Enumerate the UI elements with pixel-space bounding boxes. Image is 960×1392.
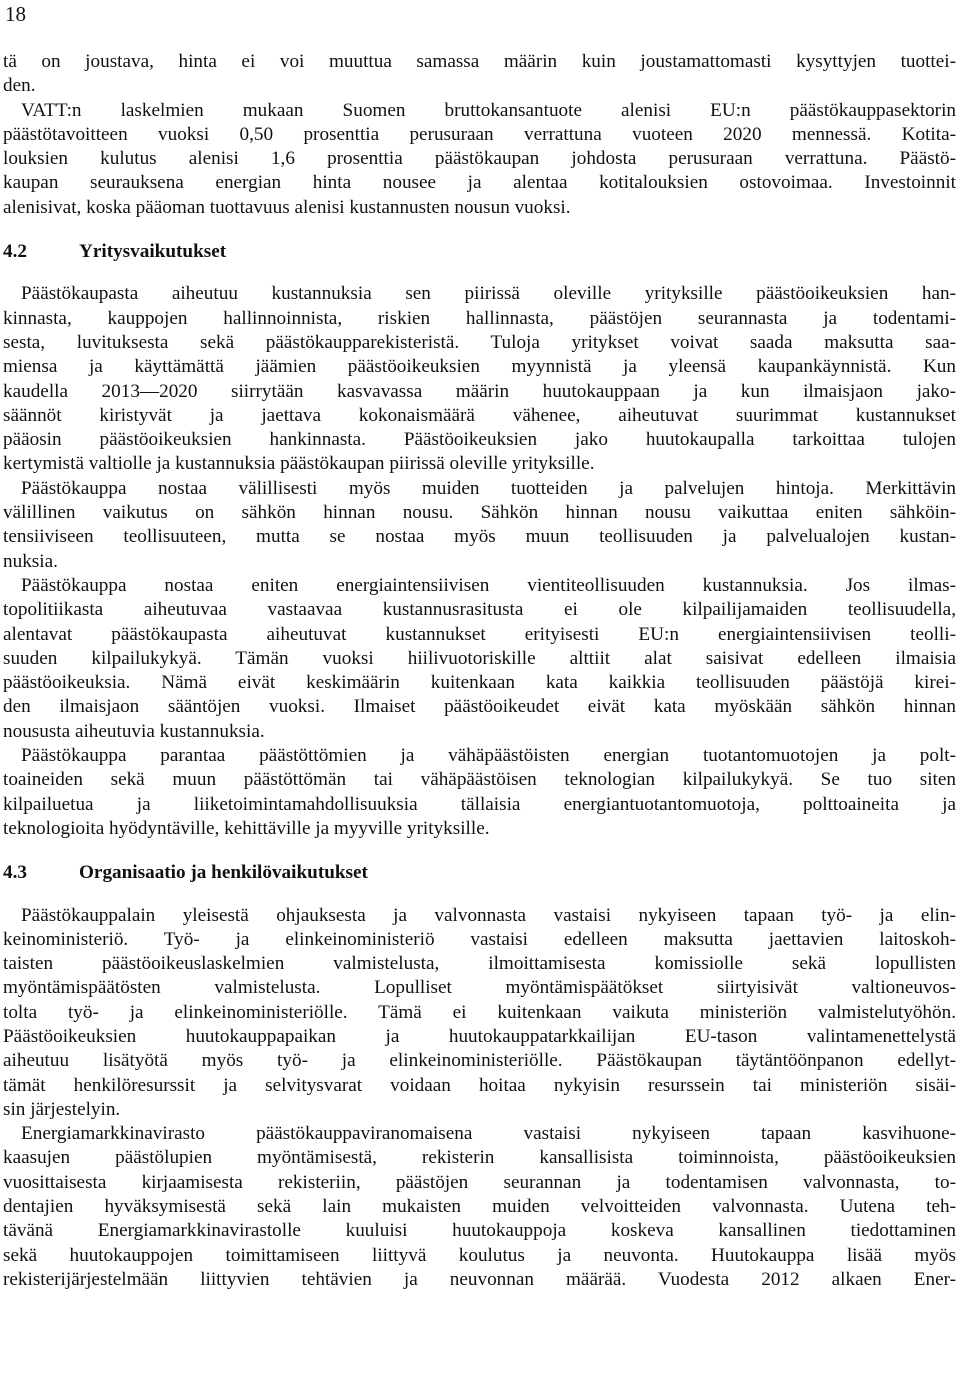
text-line: Päästökauppa nostaa eniten energiaintensiivisen vientiteollisuuden kustannuksia. Jos ilmas- (21, 574, 956, 596)
text-line: den ilmaisjaon sääntöjen vuoksi. Ilmaiset päästöoikeudet eivät kata myöskään sähkön hinnan (3, 696, 956, 718)
text-line: Päästökauppa nostaa välillisesti myös muiden tuotteiden ja palvelujen hintoja. Merkittävin (21, 477, 956, 499)
section-4-2-body (3, 282, 956, 841)
text-line: miensa ja käyttämättä jäämien päästöoikeuksien myynnistä ja yleensä kaupankäynnistä. Kun (3, 356, 956, 378)
spacer (3, 841, 956, 861)
text-line: topolitiikasta aiheutuvaa vastaavaa kustannusrasitusta ei ole kilpailijamaiden teollisuudella, (3, 599, 956, 621)
text-line: VATT:n laskelmien mukaan Suomen bruttokansantuote alenisi EU:n päästökauppasektorin (21, 99, 956, 121)
text-line: keinoministeriö. Työ- ja elinkeinoministeriö vastaisi edelleen maksutta jaettavien laitoskoh- (3, 928, 956, 950)
text-line: kinnasta, kauppojen hallinnoinnista, riskien hallinnasta, päästöjen seurannasta ja todentami- (3, 307, 956, 329)
text-line: säännöt kiristyvät ja jaettava kokonaismäärä vähenee, aiheutuvat suurimmat kustannukset (3, 404, 956, 426)
text-line: alenisivat, koska pääoman tuottavuus alenisi kustannusten nousun vuoksi. (3, 196, 571, 218)
text-line: Päästökaupasta aiheutuu kustannuksia sen piirissä oleville yrityksille päästöoikeuksien han- (21, 283, 956, 305)
text-line: noususta aiheutuvia kustannuksia. (3, 720, 265, 742)
text-line: dentajien hyväksymisestä sekä lain mukaisten muiden velvoitteiden valvonnasta. Uutena teh- (3, 1196, 956, 1218)
text-line: kaudella 2013—2020 siirrytään kasvavassa määrin huutokauppaan ja kun ilmaisjaon jako- (3, 380, 956, 402)
text-line: tolta työ- ja elinkeinoministeriölle. Tämä ei kuitenkaan vaikuta ministeriön valmistelutyöhön. (3, 1001, 956, 1023)
text-line: rekisterijärjestelmään liittyvien tehtävien ja neuvonnan määrää. Vuodesta 2012 alkaen Ener- (3, 1268, 956, 1290)
text-line: pääosin päästöoikeuksien hankinnasta. Päästöoikeuksien jako huutokaupalla tarkoittaa tulojen (3, 429, 956, 451)
spacer (3, 220, 956, 240)
text-line: kaasujen päästölupien myöntämisestä, rekisterin kansallisista toiminnoista, päästöoikeuksien (3, 1147, 956, 1169)
text-line: taisten päästöoikeuslaskelmien valmistelusta, ilmoittamisesta komissiolle sekä lopullisten (3, 953, 956, 975)
text-line: kaupan seurauksena energian hinta nousee ja alentaa kotitalouksien ostovoimaa. Investoinnit (3, 172, 956, 194)
section-heading-4-2 (3, 240, 956, 264)
section-number: 4.3 (3, 862, 27, 884)
text-line: tämät henkilöresurssit ja selvitysvarat voidaan hoitaa nykyisin resurssein tai ministeriön sisäi- (3, 1074, 956, 1096)
text-line: Energiamarkkinavirasto päästökauppaviranomaisena vastaisi nykyiseen tapaan kasvihuone- (21, 1123, 956, 1145)
text-line: tensiiviseen teollisuuteen, mutta se nostaa myös muun teollisuuden ja palvelualojen kustan- (3, 526, 956, 548)
text-line: myöntämispäätösten valmistelusta. Lopulliset myöntämispäätökset siirtyisivät valtioneuvos- (3, 977, 956, 999)
section-number: 4.2 (3, 241, 27, 263)
text-line: sekä huutokauppojen toimittamiseen liittyvä koulutus ja neuvonta. Huutokauppa lisää myös (3, 1244, 956, 1266)
text-line: den. (3, 75, 36, 97)
intro-paragraphs (3, 50, 956, 220)
text-line: välillinen vaikutus on sähkön hinnan nousu. Sähkön hinnan nousu vaikuttaa eniten sähköin- (3, 502, 956, 524)
text-line: sesta, luvituksesta sekä päästökaupparekisteristä. Tuloja yritykset voivat saada maksutta saa- (3, 331, 956, 353)
spacer (3, 886, 956, 904)
text-line: louksien kulutus alenisi 1,6 prosenttia päästökaupan johdosta perusuraan verrattuna. Päästö- (3, 148, 956, 170)
text-line: toaineiden sekä muun päästöttömän tai vähäpäästöisen teknologian kilpailukykyä. Se tuo siten (3, 769, 956, 791)
text-line: alentavat päästökaupasta aiheutuvat kustannukset erityisesti EU:n energiaintensiivisen teolli- (3, 623, 956, 645)
text-line: sin järjestelyin. (3, 1098, 121, 1120)
text-line: Päästökauppalain yleisestä ohjauksesta ja valvonnasta vastaisi nykyiseen tapaan työ- ja elin- (21, 904, 956, 926)
text-line: aiheutuu lisätyötä myös työ- ja elinkeinoministeriölle. Päästökaupan täytäntöönpanon edellyt- (3, 1050, 956, 1072)
text-line: kilpailuetua ja liiketoimintamahdollisuuksia tällaisia energiantuotantomuotoja, polttoaineita ja (3, 793, 956, 815)
text-line: päästötavoitteen vuoksi 0,50 prosenttia perusuraan verrattuna vuoteen 2020 mennessä. Kotita- (3, 123, 956, 145)
text-line: teknologioita hyödyntäville, kehittäville ja myyville yrityksille. (3, 817, 490, 839)
text-line: tä on joustava, hinta ei voi muuttua samassa määrin kuin joustamattomasti kysyttyjen tuottei- (3, 51, 956, 72)
text-line: päästöoikeuksia. Nämä eivät keskimäärin kuitenkaan kata kaikkia teollisuuden päästöjä kirei- (3, 672, 956, 694)
text-line: kertymistä valtiolle ja kustannuksia päästökaupan piirissä oleville yrityksille. (3, 453, 595, 475)
spacer (3, 264, 956, 282)
text-line: tävänä Energiamarkkinavirastolle kuuluisi huutokauppoja koskeva kansallinen tiedottaminen (3, 1220, 956, 1242)
section-title: Yritysvaikutukset (79, 241, 227, 263)
text-line: suuden kilpailukykyä. Tämän vuoksi hiilivuotoriskille alttiit alat saisivat edelleen ilmaisia (3, 647, 956, 669)
text-line: nuksia. (3, 550, 58, 572)
text-line: vuosittaisesta kirjaamisesta rekisteriin, päästöjen seurannan ja todentamisen valvonnasta, to- (3, 1171, 956, 1193)
page-content (3, 50, 956, 1292)
text-line: Päästöoikeuksien huutokauppapaikan ja huutokauppatarkkailijan EU-tason valintamenettelystä (3, 1025, 956, 1047)
section-4-3-body (3, 904, 956, 1293)
text-line: Päästökauppa parantaa päästöttömien ja vähäpäästöisten energian tuotantomuotojen ja polt- (21, 745, 956, 767)
page-number: 18 (5, 2, 26, 26)
section-heading-4-3 (3, 861, 956, 885)
section-title: Organisaatio ja henkilövaikutukset (79, 862, 368, 884)
